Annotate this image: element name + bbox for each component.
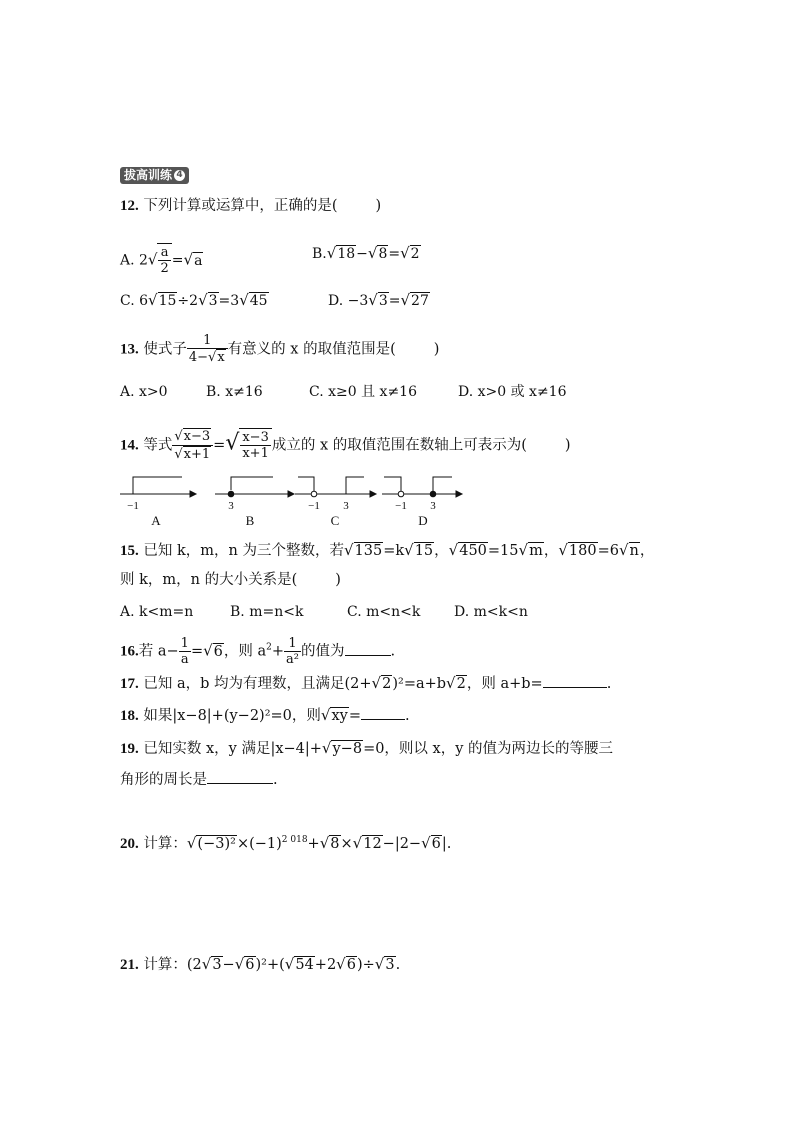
q14-number-lines <box>118 472 478 532</box>
q13-fraction <box>187 333 228 366</box>
q15-e3: =6 <box>597 543 619 559</box>
number-line-d-left-bracket <box>384 477 401 491</box>
q20-rad3: 12 <box>363 835 382 852</box>
q15-option-c: C. m<n<k <box>347 604 421 620</box>
q18-rad: xy <box>331 708 348 724</box>
number-line-label-b: B <box>245 513 255 528</box>
q14-post: 成立的 x 的取值范围在数轴上可表示为( <box>271 437 527 454</box>
q12-a-rad: a <box>194 252 203 269</box>
radical-icon: √ <box>446 674 456 692</box>
q16-mid: ，则 a <box>223 643 267 660</box>
number-line-d-open-dot <box>398 491 404 497</box>
q16-f2-den: a² <box>286 652 300 667</box>
radical-icon: √ <box>374 955 385 973</box>
radical-icon: √ <box>400 244 410 262</box>
radical-icon: √ <box>336 955 346 973</box>
q16-fraction-2 <box>284 636 301 667</box>
arrow-icon <box>456 491 462 497</box>
number-line-b-solid-dot <box>228 491 234 497</box>
q21-rad3: 54 <box>295 957 314 973</box>
question-21 <box>120 954 400 975</box>
q15-r6: n <box>629 543 639 559</box>
q12-d-r2: 27 <box>411 293 429 309</box>
q12-c-div: ÷2 <box>177 293 199 309</box>
q21-number: 21. <box>120 957 139 973</box>
radical-icon: √ <box>518 541 529 559</box>
q12-number: 12. <box>120 198 139 214</box>
q16-end: . <box>390 643 396 660</box>
radical-icon: √ <box>558 541 568 559</box>
radical-icon: √ <box>186 833 197 852</box>
q21-rad1: 3 <box>212 957 222 973</box>
question-15-line2 <box>120 570 341 590</box>
tick-label-c-neg1: −1 <box>308 500 320 512</box>
q14-right-radicand <box>239 428 272 461</box>
number-line-c-open-dot <box>311 491 317 497</box>
radical-icon: √ <box>367 244 378 262</box>
q20-sup: 2 018 <box>281 835 308 845</box>
q20-end: |. <box>441 835 452 852</box>
q16-plus: + <box>271 643 285 660</box>
q12-option-b <box>312 243 421 264</box>
q12-a-radicand <box>157 243 171 276</box>
radical-icon: √ <box>234 955 245 973</box>
number-line-c-left-bracket <box>298 477 314 491</box>
q12-paren: ) <box>375 198 382 214</box>
number-line-d-solid-dot <box>430 491 436 497</box>
question-12 <box>120 196 381 216</box>
number-line-a-bracket <box>133 477 182 486</box>
q12-a-label: A. 2 <box>120 252 148 269</box>
q13-frac-num: 1 <box>187 333 228 349</box>
q15-e2: =15 <box>487 543 519 559</box>
arrow-icon <box>370 491 376 497</box>
q20-rad1: (−3)² <box>197 835 236 852</box>
q17-rad2: 2 <box>456 676 466 692</box>
q16-rad: 6 <box>213 643 223 660</box>
radical-icon: √ <box>203 641 213 660</box>
radical-icon: √ <box>148 291 158 309</box>
q17-pre: 已知 a，b 均为有理数，且满足(2+ <box>143 676 372 692</box>
q21-m3: +2 <box>314 957 337 973</box>
radical-icon: √ <box>183 250 194 269</box>
radical-icon: √ <box>201 955 212 973</box>
q15-pre: 已知 k，m，n 为三个整数，若 <box>143 543 344 559</box>
radical-icon: √ <box>174 447 183 462</box>
q14-l-num: x−3 <box>183 429 211 444</box>
q19-answer-blank[interactable] <box>207 769 273 784</box>
tick-label-b-3: 3 <box>228 500 234 512</box>
q21-m4: )÷ <box>356 957 375 973</box>
q16-number: 16. <box>120 643 139 660</box>
q17-answer-blank[interactable] <box>543 673 607 688</box>
q13-option-c: C. x≥0 且 x≠16 <box>309 384 417 400</box>
radical-icon: √ <box>448 541 459 559</box>
q15-r1: 135 <box>354 543 383 559</box>
radical-icon: √ <box>371 674 382 692</box>
question-15-line1 <box>120 540 654 561</box>
number-line-label-a: A <box>151 513 161 528</box>
q15-option-b: B. m=n<k <box>230 604 304 620</box>
q15-option-d: D. m<k<n <box>454 604 528 620</box>
arrow-icon <box>288 491 294 497</box>
q13-pre: 使式子 <box>143 341 187 358</box>
q12-c-r1: 15 <box>158 293 177 309</box>
q21-rad2: 6 <box>245 957 255 973</box>
q12-option-d <box>328 290 430 311</box>
section-badge <box>120 167 189 184</box>
q16-fraction-1 <box>179 636 191 667</box>
q18-answer-blank[interactable] <box>361 705 405 720</box>
q14-r-num: x−3 <box>242 430 269 445</box>
q12-b-r2: 8 <box>378 246 388 262</box>
radical-icon: √ <box>400 291 411 309</box>
q19-post: =0，则以 x，y 的值为两边长的等腰三 <box>363 741 614 757</box>
q12-stem: 下列计算或运算中，正确的是( <box>143 198 338 214</box>
q20-rad4: 6 <box>431 835 441 852</box>
q17-end: . <box>606 676 612 692</box>
q12-d-r1: 3 <box>378 293 388 309</box>
q20-times: × <box>340 835 353 852</box>
number-line-b-bracket <box>231 477 273 490</box>
q19-end: . <box>273 772 278 788</box>
q15-e1: =k <box>383 543 405 559</box>
q12-b-minus: − <box>356 246 368 262</box>
q16-f1-num: 1 <box>180 636 189 651</box>
q12-option-c <box>120 290 269 311</box>
radical-icon: √ <box>284 955 295 973</box>
number-line-label-c: C <box>330 513 340 528</box>
question-20 <box>120 830 451 854</box>
question-14 <box>120 428 571 463</box>
q20-pre: 计算： <box>143 835 187 852</box>
radical-icon: √ <box>239 291 249 309</box>
q12-b-r3: 2 <box>410 246 420 262</box>
q14-number: 14. <box>120 437 139 454</box>
q17-post: ，则 a+b= <box>466 676 543 692</box>
q15-paren: ) <box>335 572 341 588</box>
q15-number: 15. <box>120 543 139 559</box>
q14-pre: 等式 <box>143 437 173 454</box>
question-13 <box>120 333 439 366</box>
q16-sup: 2 <box>266 642 272 653</box>
q14-paren: ) <box>564 437 571 454</box>
q16-f1-den: a <box>180 652 189 667</box>
radical-icon: √ <box>174 429 183 444</box>
arrow-icon <box>190 491 196 497</box>
q13-den-pre: 4− <box>188 350 209 365</box>
question-19-line1 <box>120 738 613 759</box>
q21-rad4: 6 <box>346 957 356 973</box>
tick-label-d-3: 3 <box>430 500 436 512</box>
q12-c-eq: =3 <box>218 293 240 309</box>
q14-left-fraction <box>172 428 213 463</box>
q15-r4: m <box>529 543 543 559</box>
q14-eq: = <box>213 437 226 454</box>
q13-frac-den <box>187 349 228 366</box>
radical-icon: √ <box>321 739 332 757</box>
radical-icon: √ <box>421 833 431 852</box>
q13-paren: ) <box>433 341 440 358</box>
q15-option-a: A. k<m=n <box>120 604 194 620</box>
q15-r2: 15 <box>414 543 434 559</box>
q12-c-label: C. 6 <box>120 293 149 309</box>
q12-b-eq: = <box>388 246 401 262</box>
q18-end: . <box>405 708 410 724</box>
q20-rad2: 8 <box>330 835 340 852</box>
q15-c1: ， <box>434 543 449 559</box>
radical-icon: √ <box>147 250 158 269</box>
q13-post: 有意义的 x 的取值范围是( <box>227 341 396 358</box>
q12-a-eq: = <box>171 252 184 269</box>
q15-line2: 则 k，m，n 的大小关系是( <box>120 572 298 588</box>
number-line-d-right-bracket <box>433 477 452 491</box>
tick-label-a-neg1: −1 <box>127 500 139 512</box>
number-line-label-d: D <box>418 513 428 528</box>
q16-pre: 若 a− <box>138 643 179 660</box>
radical-icon: √ <box>225 430 240 456</box>
q21-rad5: 3 <box>385 957 395 973</box>
q12-b-label: B. <box>312 246 327 262</box>
radical-icon: √ <box>320 706 331 724</box>
q12-b-r1: 18 <box>337 246 356 262</box>
q13-den-rad: x <box>217 350 225 365</box>
radical-icon: √ <box>319 833 330 852</box>
q12-d-label: D. −3 <box>328 293 369 309</box>
q15-c2: ， <box>543 543 559 559</box>
q15-c3: ， <box>639 543 655 559</box>
radical-icon: √ <box>208 350 217 365</box>
q12-option-a <box>120 243 203 276</box>
section-badge-text: 拔高训练 <box>124 168 173 182</box>
q18-pre: 如果|x−8|+(y−2)²=0，则 <box>143 708 321 724</box>
q19-pre: 已知实数 x，y 满足|x−4|+ <box>143 741 322 757</box>
q19-rad: y−8 <box>332 741 363 757</box>
q13-option-b: B. x≠16 <box>206 384 263 400</box>
q17-mid: )²=a+b <box>392 676 447 692</box>
q14-l-den: x+1 <box>183 447 211 462</box>
radical-icon: √ <box>368 291 378 309</box>
tick-label-c-3: 3 <box>343 500 349 512</box>
q12-c-r3: 45 <box>249 293 268 309</box>
q15-r5: 180 <box>568 543 597 559</box>
q18-post: = <box>348 708 361 724</box>
q14-r-den: x+1 <box>242 446 269 461</box>
radical-icon: √ <box>618 541 629 559</box>
q16-post: 的值为 <box>301 643 345 660</box>
q16-f2-num: 1 <box>284 636 301 652</box>
q19-number: 19. <box>120 741 139 757</box>
q17-number: 17. <box>120 676 139 692</box>
q20-mid2: −|2− <box>382 835 422 852</box>
q16-answer-blank[interactable] <box>345 641 391 656</box>
question-16 <box>120 636 395 667</box>
q13-option-a: A. x>0 <box>120 384 168 400</box>
q18-number: 18. <box>120 708 139 724</box>
q20-number: 20. <box>120 835 139 852</box>
q12-d-eq: = <box>388 293 401 309</box>
q21-pre: 计算：(2 <box>143 957 202 973</box>
radical-icon: √ <box>352 833 363 852</box>
radical-icon: √ <box>343 541 354 559</box>
q13-option-d: D. x>0 或 x≠16 <box>458 384 567 400</box>
question-18 <box>120 705 410 726</box>
q21-m1: − <box>222 957 235 973</box>
q15-r3: 450 <box>459 543 487 559</box>
radical-icon: √ <box>326 244 337 262</box>
radical-icon: √ <box>198 291 208 309</box>
q19-line2: 角形的周长是 <box>120 772 207 788</box>
q12-c-r2: 3 <box>208 293 218 309</box>
question-19-line2 <box>120 769 278 790</box>
q16-eq: = <box>190 643 204 660</box>
number-line-c-right-bracket <box>346 477 364 491</box>
q17-rad: 2 <box>382 676 392 692</box>
q12-a-den: 2 <box>160 261 169 276</box>
q20-mid1: ×(−1) <box>236 835 282 852</box>
q20-plus: + <box>307 835 320 852</box>
q21-end: . <box>395 957 401 973</box>
radical-icon: √ <box>404 541 414 559</box>
section-badge-number: 4 <box>174 170 185 181</box>
q13-number: 13. <box>120 341 139 358</box>
tick-label-d-neg1: −1 <box>395 500 407 512</box>
q12-a-num: a <box>158 245 170 261</box>
q21-m2: )²+( <box>255 957 285 973</box>
question-17 <box>120 673 611 694</box>
